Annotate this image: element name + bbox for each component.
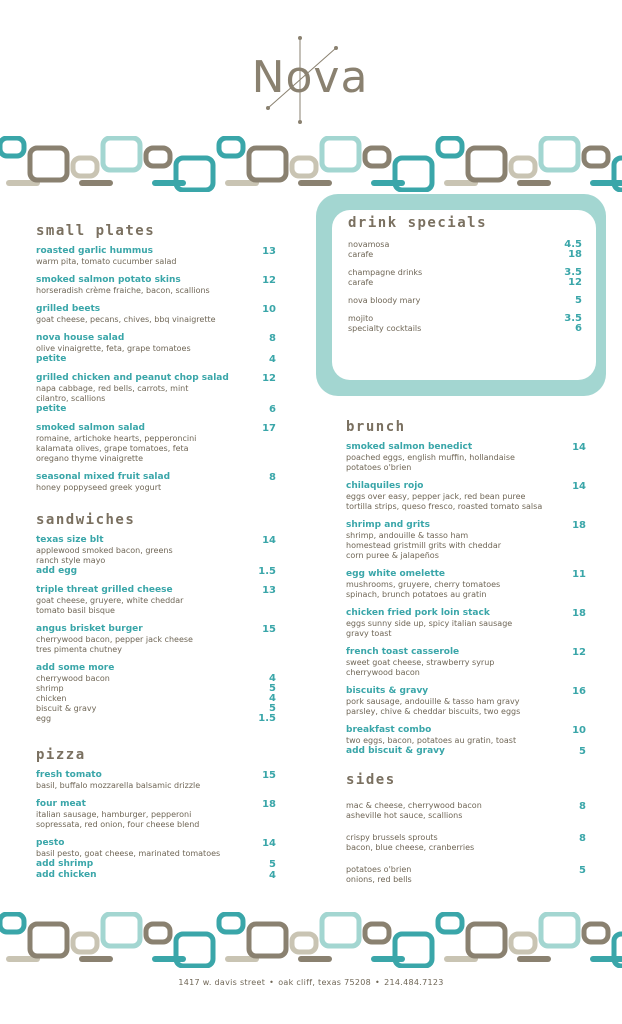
addon-item — [36, 674, 276, 684]
pattern-shape — [30, 924, 67, 956]
pattern-bar — [590, 180, 622, 186]
drink-specials-box — [316, 194, 606, 396]
item-price: 16 — [572, 686, 586, 697]
item-description: sopressata, red onion, four cheese blend — [36, 820, 200, 829]
item-price: 10 — [572, 725, 586, 736]
pattern-bar — [371, 956, 405, 962]
item-description: homestead gristmill grits with cheddar — [346, 541, 502, 550]
side-line: asheville hot sauce, scallions — [346, 811, 463, 820]
drink-line: nova bloody mary — [348, 296, 421, 305]
pattern-shape — [511, 158, 535, 176]
side-line: mac & cheese, cherrywood bacon — [346, 801, 482, 810]
brunch-title: brunch — [346, 419, 406, 435]
pattern-shape — [468, 148, 505, 180]
footer-street: 1417 w. davis street — [178, 978, 266, 987]
pattern-shape — [584, 148, 608, 166]
pattern-bar — [298, 180, 332, 186]
side-price: 8 — [579, 833, 586, 844]
retro-pattern-band-top — [0, 136, 622, 192]
drink-line: carafe — [348, 278, 374, 287]
menu-item — [346, 569, 586, 600]
side-price: 8 — [579, 801, 586, 812]
item-option — [36, 859, 276, 870]
addon-name: chicken — [36, 694, 67, 703]
option-price: 5 — [579, 746, 586, 757]
addon-price: 5 — [269, 703, 276, 714]
item-description: goat cheese, pecans, chives, bbq vinaigrette — [36, 315, 216, 324]
drink-item — [348, 268, 582, 288]
nova-logo — [0, 30, 622, 130]
drink-line: specialty cocktails — [348, 324, 422, 333]
item-price: 17 — [262, 423, 276, 434]
item-description: eggs sunny side up, spicy italian sausage — [346, 619, 513, 628]
item-description: oregano thyme vinaigrette — [36, 454, 144, 463]
logo-text: Nova — [251, 52, 369, 103]
pattern-shape — [541, 914, 578, 946]
drink-item — [348, 314, 582, 334]
pattern-shape — [103, 914, 140, 946]
sandwiches-title: sandwiches — [36, 512, 136, 528]
drink-prices — [564, 268, 582, 288]
pattern-shape — [219, 138, 243, 156]
pattern-shape — [541, 138, 578, 170]
drink-specials-panel — [332, 210, 596, 380]
pattern-shape — [584, 924, 608, 942]
pattern-shape — [146, 148, 170, 166]
menu-item — [36, 333, 276, 365]
item-name: shrimp and grits — [346, 520, 430, 530]
pattern-bar — [152, 956, 186, 962]
item-price: 18 — [572, 608, 586, 619]
sandwiches-section — [36, 511, 276, 724]
pattern-shape — [322, 138, 359, 170]
addon-name: egg — [36, 714, 52, 723]
item-description: basil pesto, goat cheese, marinated tomatoes — [36, 849, 221, 858]
pattern-bar — [517, 180, 551, 186]
addons-group — [36, 663, 276, 724]
item-price: 14 — [262, 535, 276, 546]
pattern-bar — [517, 956, 551, 962]
item-description: italian sausage, hamburger, pepperoni — [36, 810, 192, 819]
drink-price: 6 — [575, 323, 582, 334]
drink-price: 3.5 — [564, 313, 582, 324]
menu-item — [36, 472, 276, 493]
item-description: basil, buffalo mozzarella balsamic drizzle — [36, 781, 201, 790]
pattern-shape — [292, 934, 316, 952]
item-price: 13 — [262, 585, 276, 596]
item-name: seasonal mixed fruit salad — [36, 472, 171, 482]
pizza-section — [36, 746, 276, 881]
item-description: tortilla strips, queso fresco, roasted tomato salsa — [346, 502, 543, 511]
menu-item — [36, 838, 276, 881]
item-name: biscuits & gravy — [346, 686, 429, 696]
item-name: four meat — [36, 799, 86, 809]
pattern-shape — [146, 924, 170, 942]
item-price: 18 — [572, 520, 586, 531]
item-description: honey poppyseed greek yogurt — [36, 483, 162, 492]
item-price: 12 — [262, 275, 276, 286]
drink-price: 4.5 — [564, 239, 582, 250]
item-name: angus brisket burger — [36, 624, 143, 634]
item-description: horseradish crème fraiche, bacon, scallions — [36, 286, 210, 295]
item-name: smoked salmon benedict — [346, 442, 473, 452]
item-name: smoked salmon salad — [36, 423, 145, 433]
menu-item — [346, 442, 586, 473]
item-description: shrimp, andouille & tasso ham — [346, 531, 469, 540]
pattern-shape — [511, 934, 535, 952]
drink-specials-title: drink specials — [348, 215, 488, 231]
drink-price: 3.5 — [564, 267, 582, 278]
item-price: 12 — [572, 647, 586, 658]
item-price: 14 — [262, 838, 276, 849]
addon-price: 5 — [269, 683, 276, 694]
addon-name: shrimp — [36, 684, 64, 693]
option-name: add chicken — [36, 870, 97, 880]
item-description: parsley, chive & cheddar biscuits, two eggs — [346, 707, 521, 716]
option-name: petite — [36, 354, 67, 364]
item-description: tres pimenta chutney — [36, 645, 122, 654]
addon-name: biscuit & gravy — [36, 704, 97, 713]
menu-item — [346, 520, 586, 561]
item-name: chilaquiles rojo — [346, 481, 424, 491]
drink-prices — [575, 296, 582, 306]
side-line: crispy brussels sprouts — [346, 833, 438, 842]
side-item — [346, 833, 586, 853]
drink-prices — [564, 240, 582, 260]
pattern-shape — [219, 914, 243, 932]
addon-item — [36, 714, 276, 724]
side-line: onions, red bells — [346, 875, 412, 884]
item-price: 12 — [262, 373, 276, 384]
item-name: chicken fried pork loin stack — [346, 608, 490, 618]
item-name: pesto — [36, 838, 65, 848]
item-price: 15 — [262, 624, 276, 635]
option-price: 5 — [269, 859, 276, 870]
item-description: spinach, brunch potatoes au gratin — [346, 590, 487, 599]
item-description: warm pita, tomato cucumber salad — [36, 257, 177, 266]
item-description: eggs over easy, pepper jack, red bean puree — [346, 492, 526, 501]
menu-item — [36, 770, 276, 791]
menu-item — [36, 246, 276, 267]
item-name: triple threat grilled cheese — [36, 585, 173, 595]
item-price: 15 — [262, 770, 276, 781]
option-price: 4 — [269, 870, 276, 881]
item-option — [36, 404, 276, 415]
option-name: add shrimp — [36, 859, 94, 869]
option-name: add egg — [36, 566, 78, 576]
drink-line: carafe — [348, 250, 374, 259]
item-name: grilled chicken and peanut chop salad — [36, 373, 229, 383]
item-description: corn puree & jalapeños — [346, 551, 439, 560]
pattern-shape — [0, 138, 24, 156]
pattern-bar — [298, 956, 332, 962]
footer-address — [0, 978, 622, 987]
pattern-shape — [292, 158, 316, 176]
menu-item — [36, 275, 276, 296]
menu-item — [346, 608, 586, 639]
item-description: two eggs, bacon, potatoes au gratin, toast — [346, 736, 517, 745]
side-item — [346, 865, 586, 885]
pattern-shape — [249, 148, 286, 180]
item-price: 8 — [269, 472, 276, 483]
pattern-shape — [73, 934, 97, 952]
menu-item — [36, 423, 276, 464]
footer-phone: 214.484.7123 — [384, 978, 444, 987]
item-option — [346, 746, 586, 757]
menu-item — [36, 535, 276, 577]
item-option — [36, 870, 276, 881]
brunch-section — [346, 418, 586, 757]
item-name: texas size blt — [36, 535, 104, 545]
right-column — [346, 418, 586, 897]
item-name: breakfast combo — [346, 725, 432, 735]
drink-line: novamosa — [348, 240, 390, 249]
item-description: cherrywood bacon, pepper jack cheese — [36, 635, 193, 644]
pattern-shape — [468, 924, 505, 956]
item-description: cherrywood bacon — [346, 668, 420, 677]
menu-item — [36, 585, 276, 616]
pattern-shape — [30, 148, 67, 180]
item-price: 14 — [572, 442, 586, 453]
addon-name: cherrywood bacon — [36, 674, 110, 683]
pattern-shape — [0, 914, 24, 932]
footer-separator: • — [269, 978, 275, 987]
side-line: bacon, blue cheese, cranberries — [346, 843, 475, 852]
option-price: 6 — [269, 404, 276, 415]
option-price: 1.5 — [258, 566, 276, 577]
pattern-shape — [438, 138, 462, 156]
pattern-shape — [103, 138, 140, 170]
pattern-shape — [73, 158, 97, 176]
option-name: add biscuit & gravy — [346, 746, 445, 756]
menu-item — [36, 799, 276, 830]
item-name: roasted garlic hummus — [36, 246, 153, 256]
pattern-bar — [590, 956, 622, 962]
item-price: 18 — [262, 799, 276, 810]
small-plates-section — [36, 222, 276, 493]
pizza-title: pizza — [36, 747, 86, 763]
item-description: mushrooms, gruyere, cherry tomatoes — [346, 580, 501, 589]
footer-separator: • — [375, 978, 381, 987]
menu-item — [36, 624, 276, 655]
pattern-bar — [79, 956, 113, 962]
menu-item — [36, 373, 276, 415]
drink-price: 12 — [568, 277, 582, 288]
menu-item — [346, 725, 586, 757]
menu-item — [36, 304, 276, 325]
addon-item — [36, 684, 276, 694]
item-description: sweet goat cheese, strawberry syrup — [346, 658, 495, 667]
footer-city: oak cliff, texas 75208 — [278, 978, 372, 987]
sides-title: sides — [346, 772, 396, 788]
side-line: potatoes o'brien — [346, 865, 412, 874]
item-description: olive vinaigrette, feta, grape tomatoes — [36, 344, 191, 353]
item-option — [36, 566, 276, 577]
item-name: smoked salmon potato skins — [36, 275, 181, 285]
pattern-shape — [365, 924, 389, 942]
left-column — [36, 222, 276, 889]
option-price: 4 — [269, 354, 276, 365]
pattern-shape — [249, 924, 286, 956]
item-description: goat cheese, gruyere, white cheddar — [36, 596, 184, 605]
drink-prices — [564, 314, 582, 334]
drink-line: champagne drinks — [348, 268, 423, 277]
item-name: french toast casserole — [346, 647, 460, 657]
pattern-shape — [438, 914, 462, 932]
item-description: napa cabbage, red bells, carrots, mint — [36, 384, 189, 393]
drink-price: 5 — [575, 295, 582, 306]
retro-pattern-band-bottom — [0, 912, 622, 968]
item-description: applewood smoked bacon, greens — [36, 546, 173, 555]
addons-title: add some more — [36, 663, 115, 673]
item-description: cilantro, scallions — [36, 394, 106, 403]
addon-price: 4 — [269, 693, 276, 704]
item-description: kalamata olives, grape tomatoes, feta — [36, 444, 189, 453]
item-option — [36, 354, 276, 365]
item-price: 11 — [572, 569, 586, 580]
pattern-bar — [79, 180, 113, 186]
side-price: 5 — [579, 865, 586, 876]
drink-item — [348, 240, 582, 260]
addon-price: 1.5 — [258, 713, 276, 724]
addon-item — [36, 694, 276, 704]
sides-section — [346, 771, 586, 885]
pattern-shape — [322, 914, 359, 946]
item-description: romaine, artichoke hearts, pepperoncini — [36, 434, 197, 443]
drink-line: mojito — [348, 314, 374, 323]
option-name: petite — [36, 404, 67, 414]
pattern-bar — [152, 180, 186, 186]
item-description: potatoes o'brien — [346, 463, 412, 472]
item-price: 10 — [262, 304, 276, 315]
item-price: 14 — [572, 481, 586, 492]
item-name: egg white omelette — [346, 569, 446, 579]
item-name: fresh tomato — [36, 770, 102, 780]
menu-item — [346, 647, 586, 678]
menu-item — [346, 481, 586, 512]
item-name: grilled beets — [36, 304, 101, 314]
item-description: pork sausage, andouille & tasso ham gravy — [346, 697, 520, 706]
menu-item — [346, 686, 586, 717]
item-price: 8 — [269, 333, 276, 344]
item-description: tomato basil bisque — [36, 606, 115, 615]
addon-price: 4 — [269, 673, 276, 684]
addon-item — [36, 704, 276, 714]
pattern-bar — [371, 180, 405, 186]
drink-item — [348, 296, 582, 306]
small-plates-title: small plates — [36, 223, 156, 239]
pattern-shape — [365, 148, 389, 166]
item-name: nova house salad — [36, 333, 125, 343]
drink-price: 18 — [568, 249, 582, 260]
item-price: 13 — [262, 246, 276, 257]
side-item — [346, 801, 586, 821]
item-description: poached eggs, english muffin, hollandaise — [346, 453, 515, 462]
item-description: ranch style mayo — [36, 556, 106, 565]
item-description: gravy toast — [346, 629, 392, 638]
